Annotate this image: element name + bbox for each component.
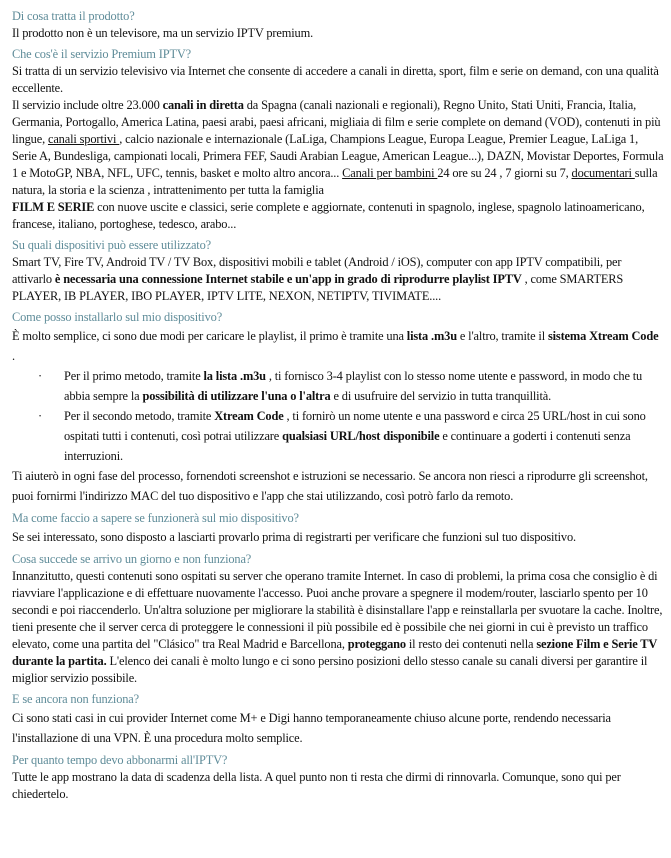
paragraph — [12, 769, 664, 803]
section-heading: E se ancora non funziona? — [12, 692, 139, 706]
section-heading: Come posso installarlo sul mio dispositivo? — [12, 310, 223, 324]
text-run: . — [12, 349, 15, 363]
text-run: Se sei interessato, sono disposto a lasciarti provarlo prima di registrarti per verificare che funzioni sul tuo dispositivo. — [12, 530, 576, 544]
text-run: Tutte le app mostrano la data di scadenza della lista. A quel punto non ti resta che dirmi di rinnovarla. Comunque, sono qui per chiedertelo. — [12, 770, 621, 801]
paragraph — [12, 63, 664, 97]
faq-section — [12, 309, 664, 506]
bold-text: è necessaria una connessione Internet stabile e un'app in grado di riprodurre playlist IPTV — [54, 272, 522, 286]
text-run: e l'altro, tramite il — [456, 329, 548, 343]
text-run: 24 ore su 24 , 7 giorni su 7, — [437, 166, 572, 180]
paragraph — [12, 568, 664, 687]
paragraph — [12, 466, 664, 506]
bullet-item — [64, 406, 664, 466]
section-heading: Su quali dispositivi può essere utilizzato? — [12, 238, 211, 252]
faq-section — [12, 551, 664, 687]
bold-text: la lista .m3u — [203, 369, 266, 383]
paragraph — [12, 97, 664, 199]
paragraph — [12, 254, 664, 305]
paragraph — [12, 199, 664, 233]
faq-document — [12, 8, 664, 807]
section-heading: Ma come faccio a sapere se funzionerà sul mio dispositivo? — [12, 511, 299, 525]
faq-section — [12, 8, 664, 42]
faq-section — [12, 691, 664, 748]
bold-text: possibilità di utilizzare l'una o l'altra — [142, 389, 331, 403]
bullet-item — [64, 366, 664, 406]
faq-section — [12, 237, 664, 305]
text-run: Ti aiuterò in ogni fase del processo, fornendoti screenshot e istruzioni se necessario. Se ancora non riesci a riprodurre gli screenshot, puoi fornirmi l'indirizzo MAC del tuo dispositivo e l'app che stai utilizzando, così potrò farlo da remoto. — [12, 469, 648, 503]
bullet-list — [12, 366, 664, 466]
bold-text: sistema Xtream Code — [547, 329, 659, 343]
paragraph — [12, 25, 664, 42]
text-run: , calcio nazionale e internazionale (LaLiga, Champions League, Europa League, Premier League, LaLiga 1, Serie A, Bundesliga, campionati locali, Primera FEF, Saudi Arabian League, American League...), DAZN, Movistar Deportes, Formula 1 e MotoGP, NBA, NFL, UFC, tennis, basket e molto altro ancora... — [12, 132, 664, 180]
paragraph — [12, 326, 664, 366]
bold-text: FILM E SERIE — [12, 200, 95, 214]
text-run: Per il primo metodo, tramite — [64, 369, 204, 383]
text-run: il resto dei contenuti nella — [405, 637, 537, 651]
text-run: Il servizio include oltre 23.000 — [12, 98, 163, 112]
text-run: con nuove uscite e classici, serie complete e aggiornate, contenuti in spagnolo, inglese, spagnolo latinoamericano, francese, italiano, portoghese, tedesco, arabo... — [12, 200, 645, 231]
underlined-text: documentari — [571, 166, 635, 180]
bold-text: qualsiasi URL/host disponibile — [282, 429, 440, 443]
text-run: Il prodotto non è un televisore, ma un servizio IPTV premium. — [12, 26, 314, 40]
text-run: e di usufruire del servizio in tutta tranquillità. — [330, 389, 552, 403]
text-run: Per il secondo metodo, tramite — [64, 409, 215, 423]
bold-text: Xtream Code — [214, 409, 284, 423]
paragraph — [12, 527, 664, 547]
text-run: Si tratta di un servizio televisivo via Internet che consente di accedere a canali in diretta, sport, film e serie on demand, con una qualità eccellente. — [12, 64, 659, 95]
underlined-text: Canali per bambini — [342, 166, 438, 180]
bold-text: lista .m3u — [406, 329, 457, 343]
text-run: , come SMARTERS PLAYER, IB PLAYER, IBO PLAYER, IPTV LITE, NEXON, NETIPTV, TIVIMATE.... — [12, 272, 624, 303]
text-run: , ti fornirò un nome utente e una password e circa 25 URL/host in cui sono ospitati tutti i contenuti, così potrai utilizzare — [64, 409, 646, 443]
text-run: È molto semplice, ci sono due modi per caricare le playlist, il primo è tramite una — [12, 329, 407, 343]
text-run: Innanzitutto, questi contenuti sono ospitati su server che operano tramite Internet. In caso di problemi, la prima cosa che consiglio è di riavviare l'applicazione e di effettuare nuovamente l'accesso. Puoi anche provare a spegnere il modem/router, lasciarlo spento per 10 secondi e poi riaccenderlo. Un'altra soluzione per migliorare la stabilità è disinstallare l'app e reinstallarla per svuotare la cache. Inoltre, tieni presente che il server cerca di proteggere le connessioni il più possibile ed è possibile che nei giorni in cui è previsto un traffico elevato, come una partita del "Clásico" tra Real Madrid e Barcellona, — [12, 569, 663, 651]
section-heading: Cosa succede se arrivo un giorno e non funziona? — [12, 552, 252, 566]
faq-section — [12, 752, 664, 803]
text-run: L'elenco dei canali è molto lungo e ci sono persino posizioni dello stesso canale su canali diversi per garantire il miglior servizio possibile. — [12, 654, 648, 685]
paragraph — [12, 708, 664, 748]
faq-section — [12, 510, 664, 547]
text-run: , ti fornisco 3-4 playlist con lo stesso nome utente e password, in modo che tu abbia sempre la — [64, 369, 643, 403]
faq-section — [12, 46, 664, 233]
text-run: Ci sono stati casi in cui provider Internet come M+ e Digi hanno temporaneamente chiuso alcune porte, rendendo necessaria l'installazione di una VPN. È una procedura molto semplice. — [12, 711, 611, 745]
section-heading: Che cos'è il servizio Premium IPTV? — [12, 47, 192, 61]
text-run: sulla natura, la storia e la scienza , intrattenimento per tutta la famiglia — [12, 166, 658, 197]
section-heading: Per quanto tempo devo abbonarmi all'IPTV? — [12, 753, 228, 767]
bold-text: sezione Film e Serie TV durante la partita. — [12, 637, 657, 668]
bold-text: canali in diretta — [162, 98, 244, 112]
text-run: da Spagna (canali nazionali e regionali), Regno Unito, Stati Uniti, Francia, Italia, Germania, Portogallo, America Latina, paesi arabi, paesi africani, migliaia di film e serie complete on demand (VOD), contenuti in più lingue, — [12, 98, 661, 146]
section-heading: Di cosa tratta il prodotto? — [12, 9, 135, 23]
bold-text: proteggano — [347, 637, 406, 651]
text-run: Smart TV, Fire TV, Android TV / TV Box, dispositivi mobili e tablet (Android / iOS), computer con app IPTV compatibili, per attivarlo — [12, 255, 622, 286]
text-run: e continuare a goderti i contenuti senza interruzioni. — [64, 429, 631, 463]
underlined-text: canali sportivi — [47, 132, 120, 146]
